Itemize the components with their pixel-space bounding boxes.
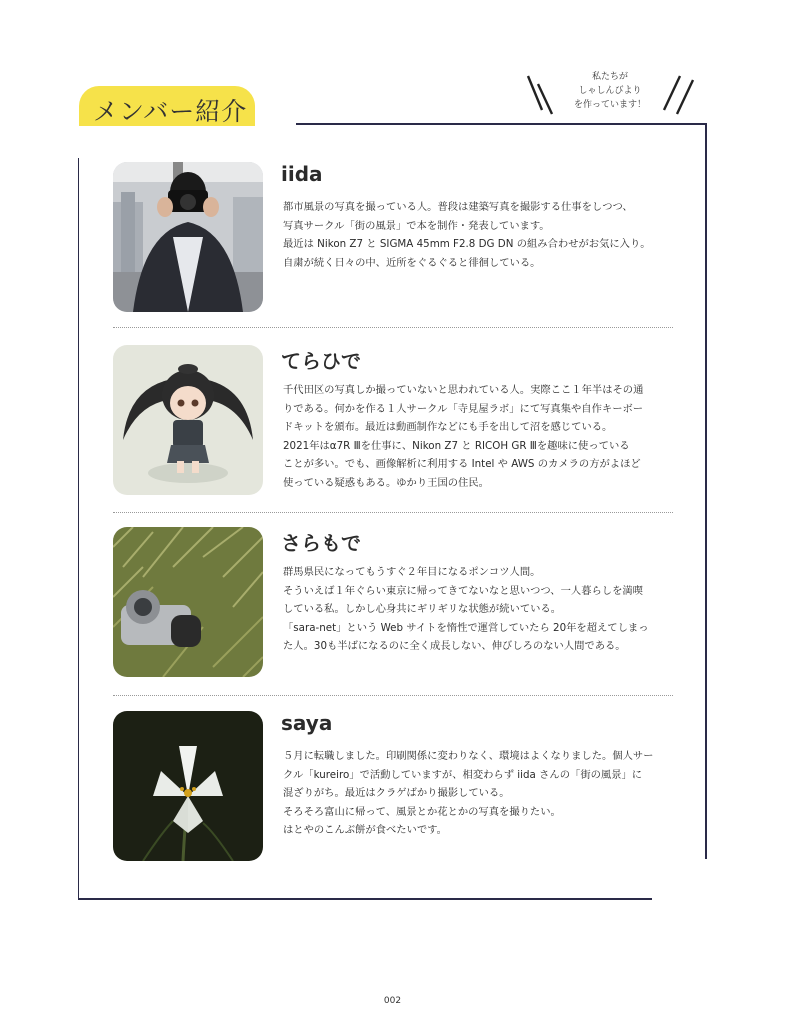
tagline-line: しゃしんびより [578,86,642,96]
member-name: saya [281,711,333,735]
bio-line: 最近は Nikon Z7 と SIGMA 45mm F2.8 DG DN の組み合わせがお気に入り。 [283,238,651,250]
member-bio [283,198,678,272]
bio-line: クル「kureiro」で活動していますが、相変わらず iida さんの「街の風景」に [283,768,643,781]
member-photo [113,345,263,495]
bio-line: 「sara-net」という Web サイトを惰性で運営していたら 20年を超えてしまっ [283,621,649,634]
bio-line: そろそろ富山に帰って、風景とか花とかの写真を撮りたい。 [283,805,561,818]
member-divider [113,695,673,696]
member-divider [113,327,673,328]
frame-line-bottom [78,898,652,900]
member-bio [283,381,678,492]
bio-line: そういえば１年ぐらい東京に帰ってきてないなと思いつつ、一人暮らしを満喫 [283,584,643,597]
bio-line: ことが多い。でも、画像解析に利用する Intel や AWS のカメラの方がよほど [283,458,641,470]
frame-line-right [705,123,707,859]
member-divider [113,512,673,513]
member-photo [113,711,263,861]
bio-line: ５月に転職しました。印刷関係に変わりなく、環境はよくなりました。個人サー [283,750,654,762]
decorative-slashes [0,0,785,130]
member-name: iida [281,162,323,186]
tagline [560,70,660,112]
bio-line: ドキットを頒布。最近は動画制作などにも手を出して沼を感じている。 [283,421,613,433]
member-name: てらひで [281,349,361,373]
member-bio [283,563,678,656]
member-photo [113,527,263,677]
bio-line: はとやのこんぶ餅が食べたいです。 [283,824,447,836]
bio-line: 2021年はα7R Ⅲを仕事に、Nikon Z7 と RICOH GR Ⅲを趣味に使っている [283,439,630,452]
member-name: さらもで [281,531,361,555]
bio-line: 千代田区の写真しか撮っていないと思われている人。実際ここ１年半はその通 [283,384,644,396]
member-photo [113,162,263,312]
tagline-line: を作っています！ [573,100,646,110]
bio-line: 自粛が続く日々の中、近所をぐるぐると徘徊している。 [283,256,541,269]
frame-line-top [296,123,707,125]
bio-line: 混ざりがち。最近はクラゲばかり撮影している。 [283,787,510,799]
frame-line-left [78,158,79,899]
bio-line: 都市風景の写真を撮っている人。普段は建築写真を撮影する仕事をしつつ、 [283,201,633,213]
page-number: 002 [383,996,402,1006]
tagline-line: 私たちが [591,72,628,82]
bio-line: 群馬県民になってもうすぐ２年目になるポンコツ人間。 [283,566,541,578]
page-title: メンバー紹介 [93,97,248,126]
bio-line: 使っている疑惑もある。ゆかり王国の住民。 [283,476,489,489]
bio-line: りである。何かを作る１人サークル「寺見屋ラボ」にて写真集や自作キーボー [283,402,644,415]
member-bio [283,747,678,840]
bio-line: た人。30も半ばになるのに全く成長しない、伸びしろのない人間である。 [283,640,626,652]
bio-line: している私。しかし心身共にギリギリな状態が続いている。 [283,603,562,615]
bio-line: 写真サークル「街の風景」で本を制作・発表しています。 [283,219,550,232]
